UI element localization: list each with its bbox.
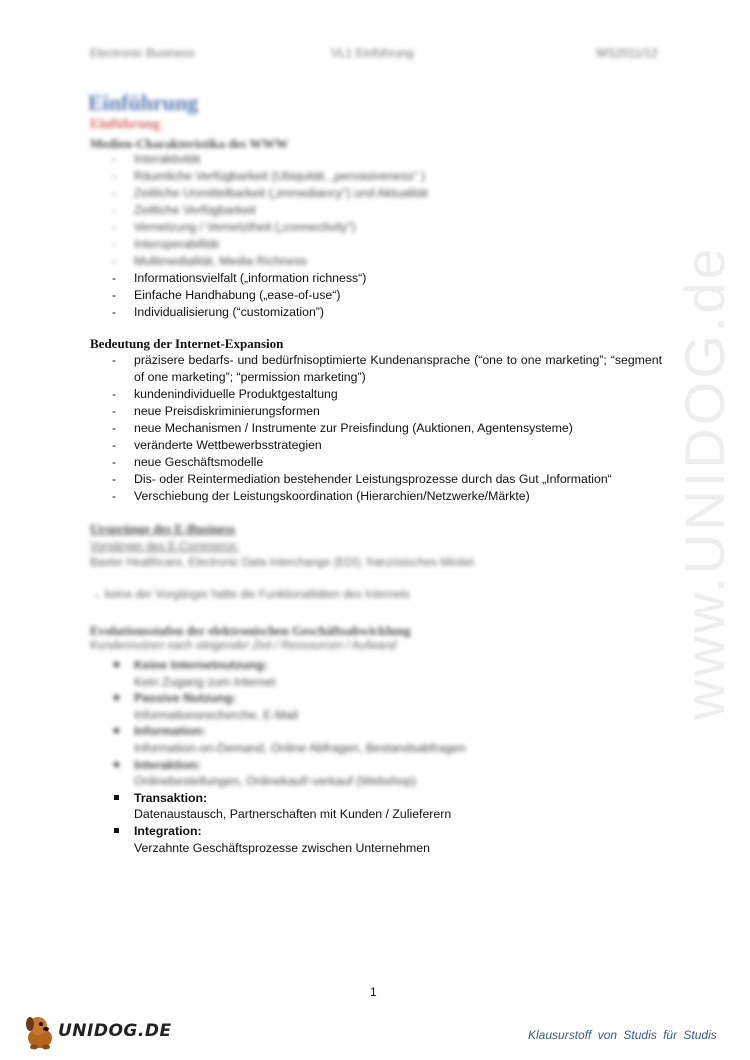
footer-tagline: Klausurstoff von Studis für Studis [528, 1028, 717, 1042]
list-item [112, 790, 612, 823]
logo-text: UNIDOG.DE [58, 1021, 172, 1041]
unidog-logo [22, 1012, 172, 1052]
stage-title: Passive Nutzung: [134, 691, 237, 706]
page-subtitle: Einführung [90, 117, 161, 132]
list-item: - kundenindividuelle Produktgestaltung [112, 386, 662, 403]
section-heading-internet-expansion: Bedeutung der Internet-Expansion [90, 336, 284, 351]
header-semester: WS2011/12 [596, 46, 658, 60]
page-title: Einführung [88, 90, 199, 115]
internet-expansion-list [112, 352, 662, 505]
stage-description: Information-on-Demand, Online Abfragen, Bestandsabfragen [134, 740, 466, 755]
origins-note: → keine der Vorgänger hatte die Funktionalitäten des Internets [90, 589, 410, 601]
list-item [112, 823, 612, 856]
list-item: - neue Preisdiskriminierungsformen [112, 403, 662, 420]
evolution-subheading: Kundennutzen nach steigender Zeit / Ressourcen / Aufwand [90, 640, 397, 652]
list-item: - neue Geschäftsmodelle [112, 454, 662, 471]
list-item: - Vernetzung / Vernetztheit („connectivity“) [112, 219, 662, 236]
stage-title: Integration: [134, 823, 202, 838]
page-number: 1 [370, 985, 377, 999]
list-item: - Interaktivität [112, 151, 662, 168]
list-item: - Einfache Handhabung („ease-of-use“) [112, 287, 662, 304]
list-item: - neue Mechanismen / Instrumente zur Preisfindung (Auktionen, Agentensysteme) [112, 420, 662, 437]
header-course: Electronic Business [90, 46, 195, 60]
stage-description: Verzahnte Geschäftsprozesse zwischen Unternehmen [134, 840, 430, 855]
media-characteristics-list [112, 151, 662, 321]
list-item: - präzisere bedarfs- und bedürfnisoptimierte Kundenansprache (“one to one marketing”; “segment of one marketing”; “permission marketing”) [112, 352, 662, 386]
stage-title: Transaktion: [134, 790, 208, 805]
stage-description: Informationsrecherche, E-Mail [134, 707, 299, 722]
list-item: - Verschiebung der Leistungskoordination (Hierarchien/Netzwerke/Märkte) [112, 488, 662, 505]
section-heading-evolution: Evolutionsstufen der elektronischen Geschäftsabwicklung [90, 623, 411, 638]
stage-description: Kein Zugang zum Internet [134, 674, 276, 689]
list-item: - Zeitliche Unmittelbarkeit („immediancy“) und Aktualität [112, 185, 662, 202]
origins-line: Baxter Healthcare, Electronic Data Interchange (EDI), französisches Minitel [90, 557, 474, 569]
list-item: - veränderte Wettbewerbsstrategien [112, 437, 662, 454]
list-item: - Multimedialität, Media Richness [112, 253, 662, 270]
dog-icon [22, 1012, 58, 1052]
stage-title: Information: [134, 724, 206, 739]
list-item: - Individualisierung (“customization”) [112, 304, 662, 321]
section-heading-origins: Ursprünge des E-Business [90, 521, 236, 536]
list-item: - Dis- oder Reintermediation bestehender Leistungsprozesse durch das Gut „Information“ [112, 471, 662, 488]
stage-title: Interaktion: [134, 757, 201, 772]
list-item: - Zeitliche Verfügbarkeit [112, 202, 662, 219]
stage-description: Datenaustausch, Partnerschaften mit Kunden / Zulieferern [134, 807, 452, 822]
evolution-stages-list [112, 657, 612, 856]
list-item [112, 723, 612, 756]
stage-description: Onlinebestellungen, Onlinekauf/-verkauf (Webshop) [134, 774, 417, 789]
list-item [112, 757, 612, 790]
watermark: www.UNIDOG.de [673, 245, 736, 720]
list-item [112, 657, 612, 690]
header-lecture: VL1 Einführung [331, 46, 414, 60]
section-heading-media: Medien-Charakteristika des WWW [90, 136, 289, 151]
origins-subheading: Vorgänger des E-Commerce: [90, 541, 239, 553]
list-item: - Informationsvielfalt („information richness“) [112, 270, 662, 287]
stage-title: Keine Internetnutzung: [134, 658, 268, 672]
list-item [112, 690, 612, 723]
list-item: - Interoperabilität [112, 236, 662, 253]
list-item: - Räumliche Verfügbarkeit (Ubiquität, „pervasiveness“ ) [112, 168, 662, 185]
